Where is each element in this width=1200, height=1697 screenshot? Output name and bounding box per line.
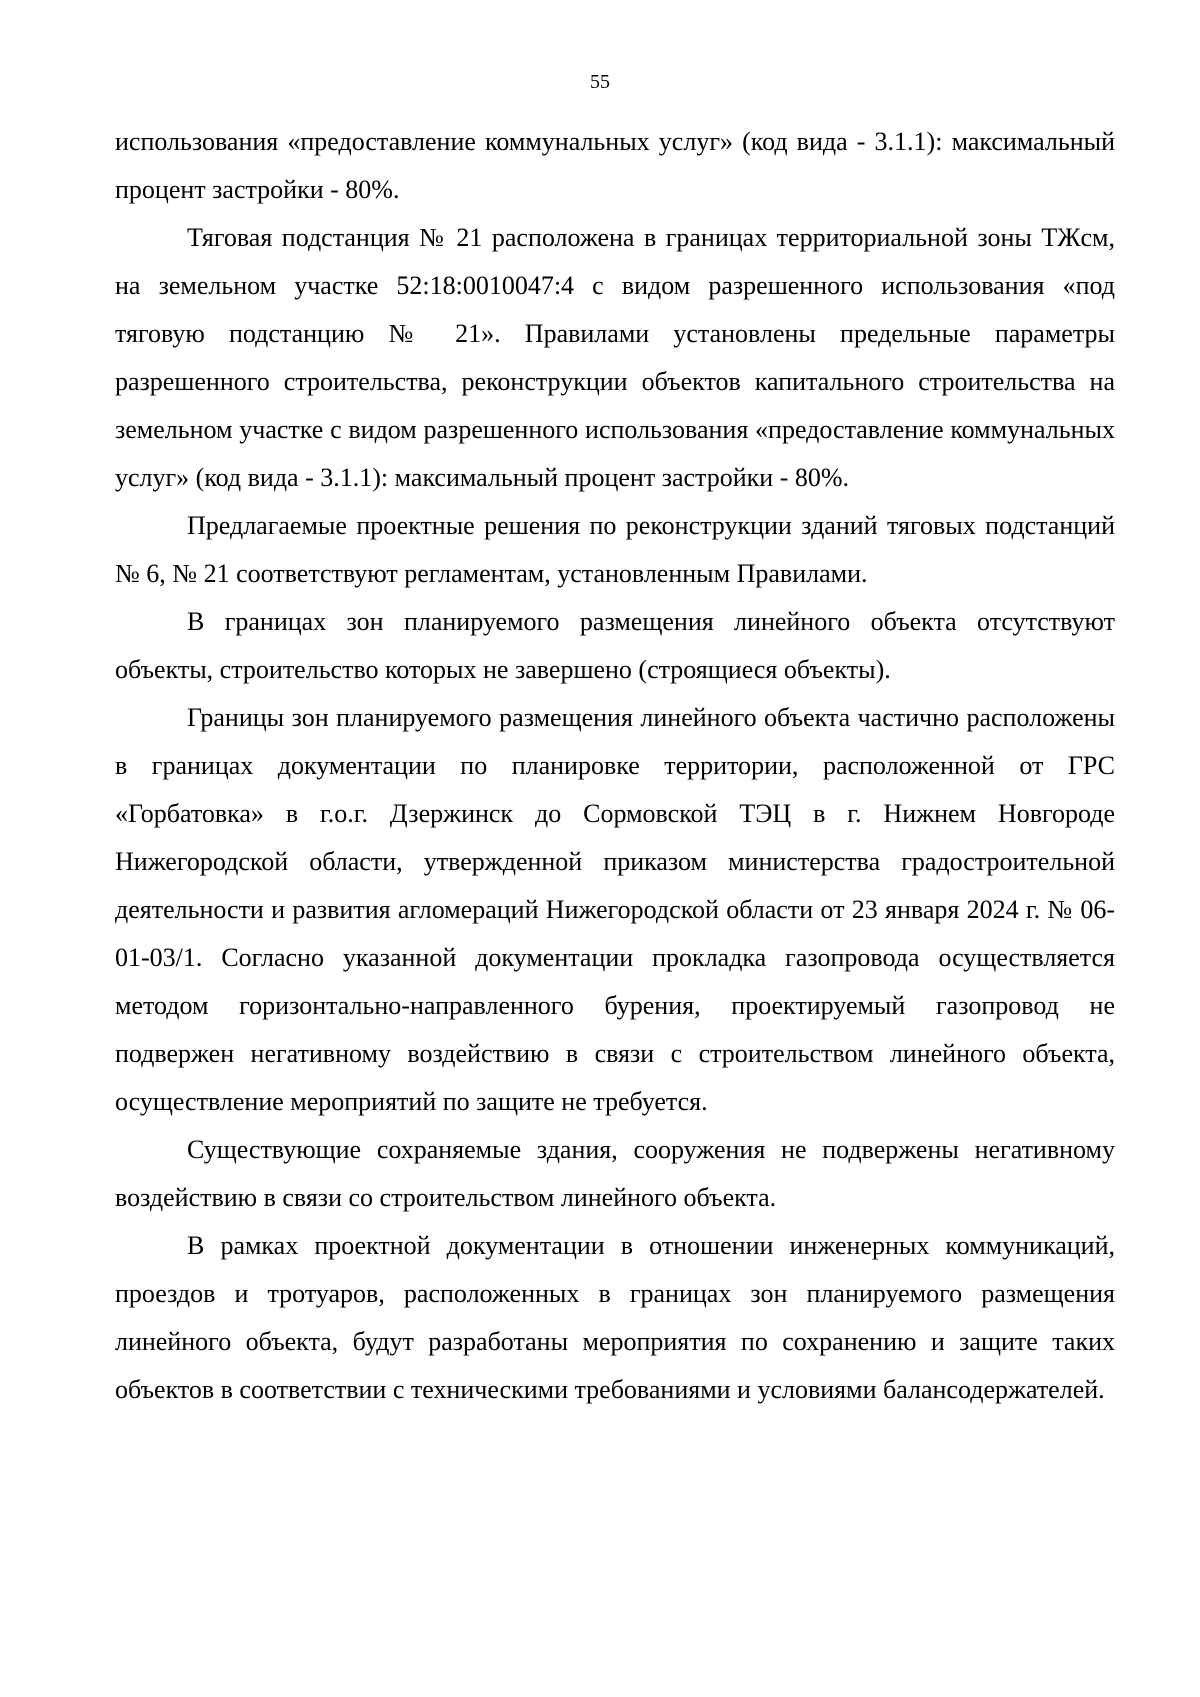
- paragraph-planning-boundaries: Границы зон планируемого размещения линейного объекта частично расположены в границах документации по планировке территории, расположенной от ГРС «Горбатовка» в г.о.г. Дзержинск до Сормовской ТЭЦ в г. Нижнем Новгороде Нижегородской области, утвержденной приказом министерства градостроительной деятельности и развития агломераций Нижегородской области от 23 января 2024 г. № 06-01-03/1. Согласно указанной документации прокладка газопровода осуществляется методом горизонтально-направленного бурения, проектируемый газопровод не подвержен негативному воздействию в связи с строительством линейного объекта, осуществление мероприятий по защите не требуется.: [115, 703, 1115, 1116]
- paragraph-existing-buildings: Существующие сохраняемые здания, сооружения не подвержены негативному воздействию в связи со строительством линейного объекта.: [115, 1135, 1115, 1212]
- paragraph-continuation: использования «предоставление коммунальных услуг» (код вида - 3.1.1): максимальный процент застройки - 80%.: [115, 127, 1115, 204]
- paragraph-unfinished-objects: В границах зон планируемого размещения линейного объекта отсутствуют объекты, строительство которых не завершено (строящиеся объекты).: [115, 607, 1115, 684]
- page-number: 55: [590, 71, 610, 93]
- document-body: [115, 118, 1115, 1414]
- paragraph-engineering-communications: В рамках проектной документации в отношении инженерных коммуникаций, проездов и тротуаров, расположенных в границах зон планируемого размещения линейного объекта, будут разработаны мероприятия по сохранению и защите таких объектов в соответствии с техническими требованиями и условиями балансодержателей.: [115, 1231, 1115, 1404]
- paragraph-traction-substation-21: Тяговая подстанция № 21 расположена в границах территориальной зоны ТЖсм, на земельном участке 52:18:0010047:4 с видом разрешенного использования «под тяговую подстанцию № 21». Правилами установлены предельные параметры разрешенного строительства, реконструкции объектов капитального строительства на земельном участке с видом разрешенного использования «предоставление коммунальных услуг» (код вида - 3.1.1): максимальный процент застройки - 80%.: [115, 223, 1115, 492]
- paragraph-proposed-solutions: Предлагаемые проектные решения по реконструкции зданий тяговых подстанций № 6, № 21 соответствуют регламентам, установленным Правилами.: [115, 511, 1115, 588]
